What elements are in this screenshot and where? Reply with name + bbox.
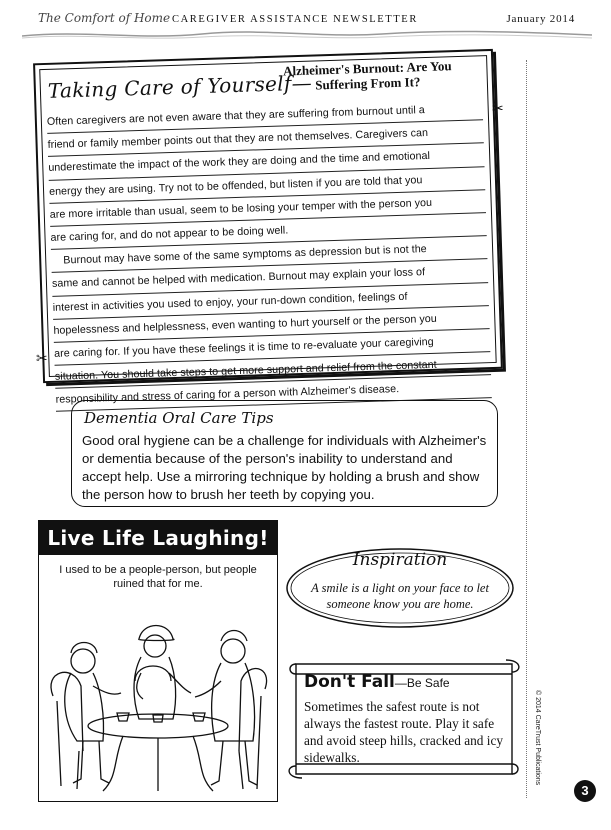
dementia-title: Dementia Oral Care Tips	[84, 409, 274, 427]
article-line: are more irritable than usual, seem to be losing your temper with the person you	[49, 190, 486, 227]
section-handwritten-title: Taking Care of Yourself—	[47, 70, 313, 103]
dementia-tips-box	[71, 400, 498, 507]
article-line: same and cannot be helped with medication. Burnout may explain your loss of	[52, 259, 489, 296]
newsletter-title: CAREGIVER ASSISTANCE NEWSLETTER	[172, 14, 418, 25]
article-line: responsibility and stress of caring for a person with Alzheimer's disease.	[55, 375, 492, 412]
inspiration-title: Inspiration	[352, 550, 448, 570]
dont-fall-title: Don't Fall—Be Safe	[304, 672, 450, 692]
article-line: underestimate the impact of the work they are doing and the time and emotional	[48, 144, 485, 181]
inspiration-box	[286, 547, 514, 627]
article-line: situation. You should take steps to get more support and relief from the constant	[55, 352, 492, 389]
laughing-title: Live Life Laughing!	[39, 521, 277, 555]
column-divider	[526, 60, 527, 798]
scissors-icon: ✂	[36, 350, 48, 366]
article-line: hopelessness and helplessness, even wanting to hurt yourself or the person you	[53, 306, 490, 343]
article-line: are caring for, and do not appear to be doing well.	[50, 213, 487, 250]
copyright-notice: © 2014 CareTrust Publications	[534, 690, 541, 786]
article-line: are caring for. If you have these feelings it is time to re-evaluate your caregiving	[54, 329, 491, 366]
article-line: energy they are using. Try not to be offended, but listen if you are told that you	[49, 167, 486, 204]
cartoon-caption: I used to be a people-person, but people ruined that for me.	[59, 564, 257, 590]
dont-fall-box	[288, 660, 520, 778]
article-line: Often caregivers are not even aware that they are suffering from burnout until a	[47, 97, 484, 134]
article-heading: Alzheimer's Burnout: Are You Suffering From It?	[282, 58, 452, 93]
dont-fall-body: Sometimes the safest route is not always the fastest route. Play it safe and avoid steep hills, cracked and icy sidewalks.	[304, 699, 504, 765]
taking-care-article	[33, 49, 505, 407]
page-number: 3	[574, 780, 596, 802]
issue-date: January 2014	[506, 13, 575, 25]
live-life-laughing-box	[38, 520, 278, 802]
article-body	[47, 97, 492, 412]
inspiration-quote: A smile is a light on your face to let someone know you are home.	[311, 581, 489, 611]
header-wave-divider	[22, 28, 592, 42]
dementia-body: Good oral hygiene can be a challenge for individuals with Alzheimer's or dementia because of the person's inability to understand and accept help. Use a mirroring technique by holding a brush and show the person how to brush her teeth by copying you.	[82, 433, 487, 502]
scissors-icon: ✂	[492, 100, 504, 116]
brand-logo: The Comfort of Home	[38, 11, 171, 25]
article-line: friend or family member points out that they are not themselves. Caregivers can	[47, 120, 484, 157]
article-line: interest in activities you used to enjoy, your run-down condition, feelings of	[52, 283, 489, 320]
ladies-tea-cartoon	[43, 601, 273, 796]
article-line: Burnout may have some of the same symptoms as depression but is not the	[51, 236, 488, 273]
article-frame	[33, 49, 503, 407]
